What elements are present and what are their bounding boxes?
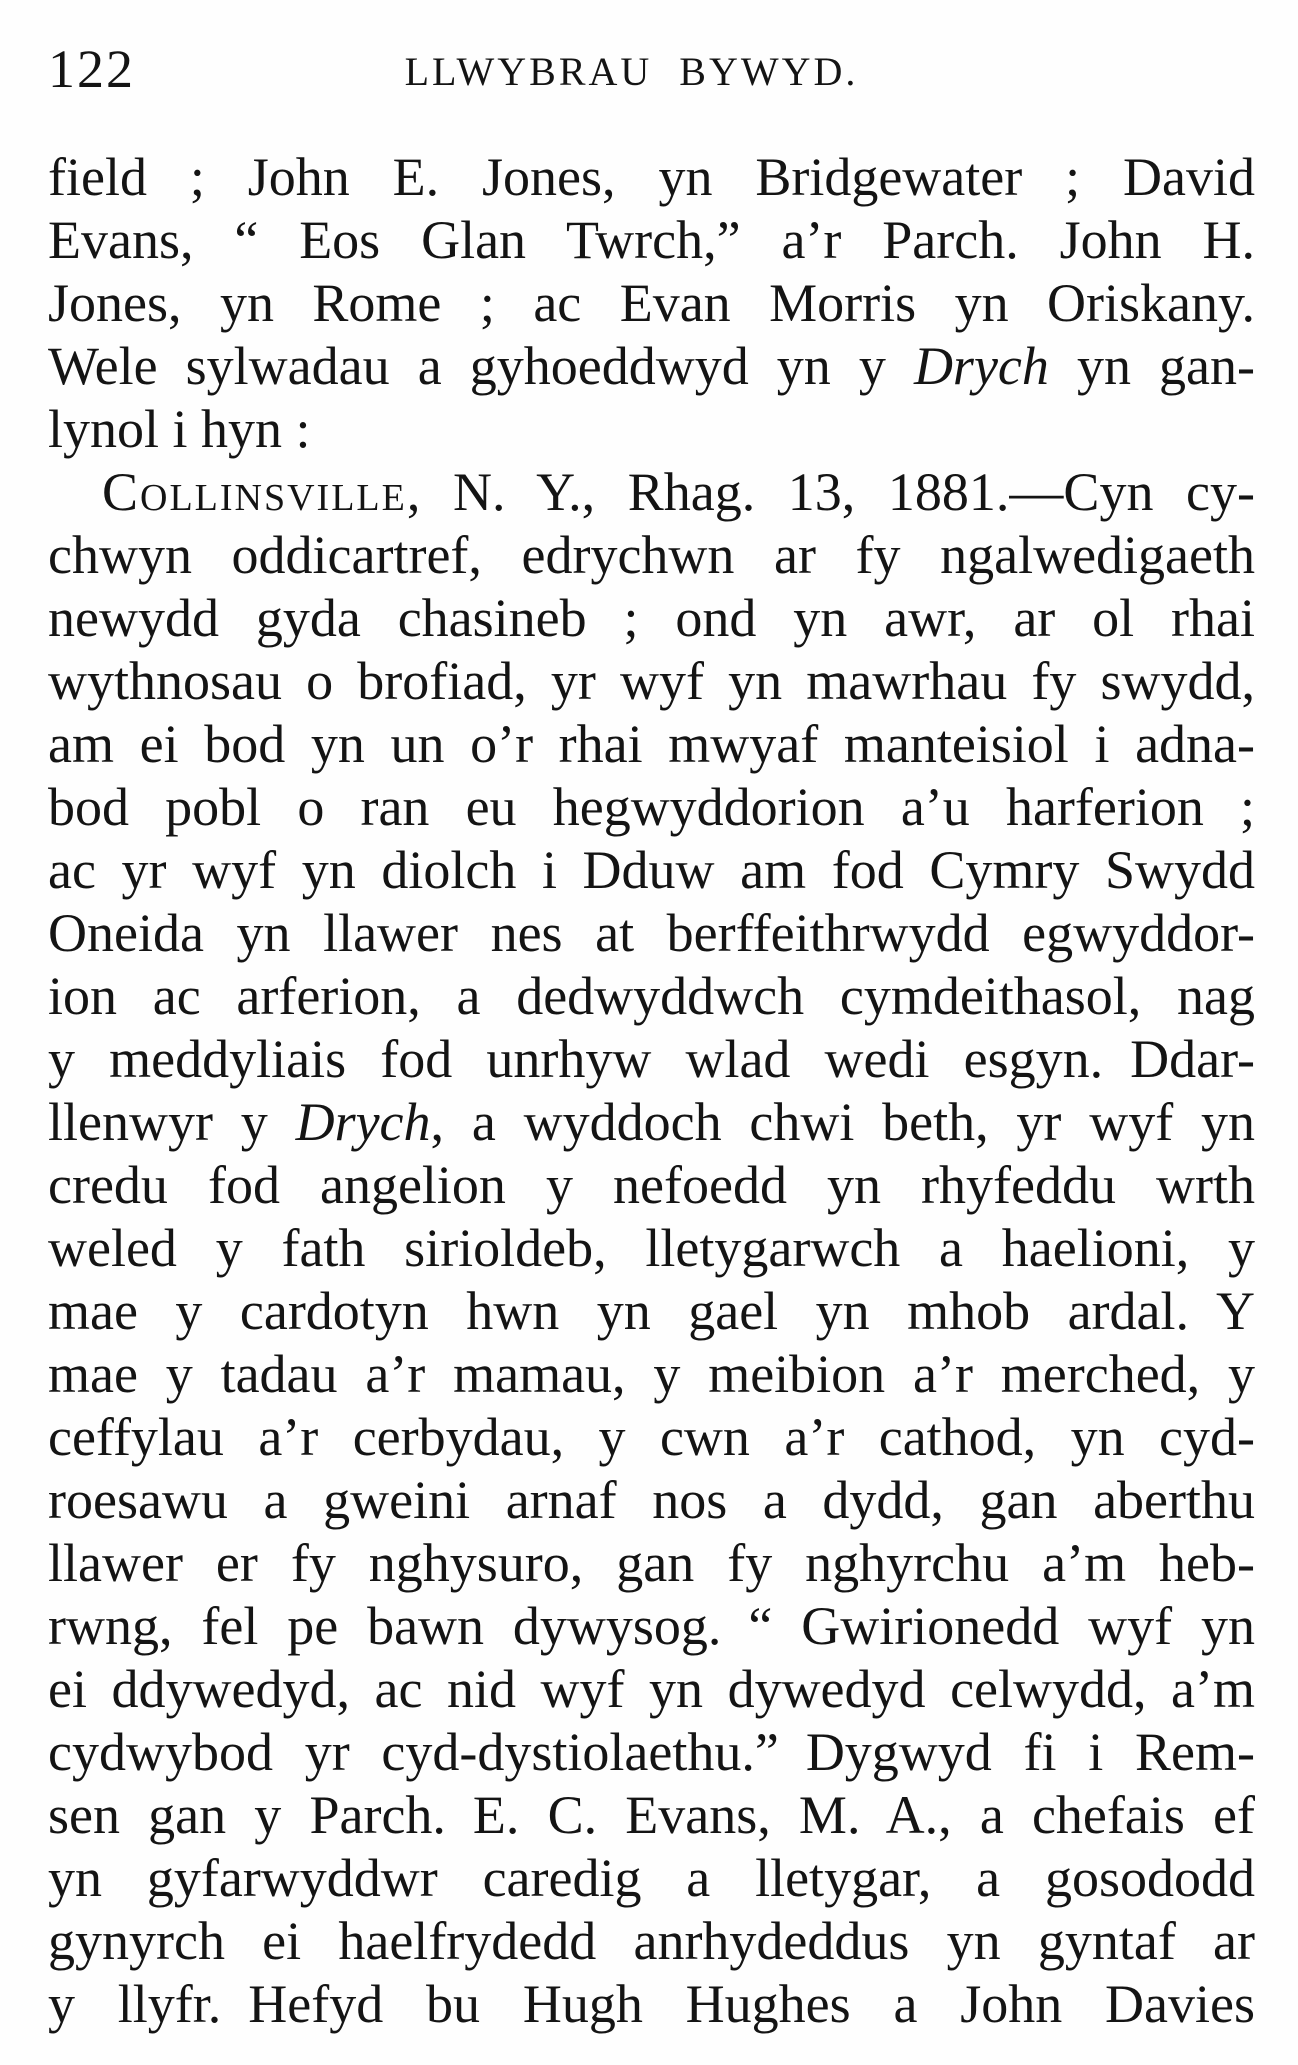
text-segment: llawer er fy nghysuro, gan fy nghyrchu a’m heb-: [48, 1533, 1255, 1593]
text-segment: chwyn oddicartref, edrychwn ar fy ngalwedigaeth: [48, 525, 1255, 585]
page-header: [48, 39, 1255, 102]
text-line: [48, 650, 1255, 713]
text-line: [48, 272, 1255, 335]
text-segment: rwng, fel pe bawn dywysog. “ Gwirionedd wyf yn: [48, 1596, 1255, 1656]
text-line: [48, 209, 1255, 272]
text-segment: y meddyliais fod unrhyw wlad wedi esgyn. Ddar-: [48, 1029, 1255, 1089]
text-line: [48, 1532, 1255, 1595]
text-line: [48, 1154, 1255, 1217]
text-segment: y llyfr. Hefyd bu Hugh Hughes a John Davies: [48, 1974, 1255, 2034]
text-line: [48, 587, 1255, 650]
text-line: [48, 398, 1255, 461]
text-line: [48, 713, 1255, 776]
text-line: [48, 1469, 1255, 1532]
text-line: [48, 335, 1255, 398]
text-segment: yn gan-: [1048, 336, 1255, 396]
text-line: [48, 902, 1255, 965]
text-line: [48, 839, 1255, 902]
text-line: [48, 461, 1255, 524]
text-line: [48, 965, 1255, 1028]
text-line: [48, 1406, 1255, 1469]
text-line: [48, 1091, 1255, 1154]
text-line: [48, 1028, 1255, 1091]
text-segment: Evans, “ Eos Glan Twrch,” a’r Parch. John H.: [48, 210, 1255, 270]
text-segment: Jones, yn Rome ; ac Evan Morris yn Oriskany.: [48, 273, 1255, 333]
text-line: [48, 776, 1255, 839]
text-segment: mae y cardotyn hwn yn gael yn mhob ardal. Y: [48, 1281, 1255, 1341]
page-number: 122: [48, 39, 135, 99]
text-segment: gynyrch ei haelfrydedd anrhydeddus yn gyntaf ar: [48, 1911, 1255, 1971]
text-segment: bod pobl o ran eu hegwyddorion a’u harferion ;: [48, 777, 1255, 837]
text-segment: , N. Y., Rhag. 13, 1881.—Cyn cy-: [406, 462, 1255, 522]
italic-text: Drych: [295, 1092, 431, 1152]
text-line: [48, 146, 1255, 209]
text-segment: weled y fath sirioldeb, lletygarwch a haelioni, y: [48, 1218, 1255, 1278]
text-line: [48, 1721, 1255, 1784]
text-segment: credu fod angelion y nefoedd yn rhyfeddu wrth: [48, 1155, 1255, 1215]
text-segment: field ; John E. Jones, yn Bridgewater ; David: [48, 147, 1255, 207]
text-segment: , a wyddoch chwi beth, yr wyf yn: [430, 1092, 1256, 1152]
body-text: [48, 146, 1255, 2036]
text-segment: wythnosau o brofiad, yr wyf yn mawrhau fy swydd,: [48, 651, 1255, 711]
text-line: [48, 1784, 1255, 1847]
text-line: [48, 1973, 1255, 2036]
smallcaps-text: Collinsville: [102, 462, 407, 522]
text-line: [48, 1595, 1255, 1658]
text-line: [48, 1280, 1255, 1343]
text-segment: Oneida yn llawer nes at berffeithrwydd egwyddor-: [48, 903, 1255, 963]
text-segment: mae y tadau a’r mamau, y meibion a’r merched, y: [48, 1344, 1255, 1404]
italic-text: Drych: [913, 336, 1049, 396]
text-segment: sen gan y Parch. E. C. Evans, M. A., a chefais ef: [48, 1785, 1255, 1845]
text-line: [48, 1217, 1255, 1280]
text-line: [48, 1847, 1255, 1910]
text-line: [48, 1343, 1255, 1406]
text-segment: ion ac arferion, a dedwyddwch cymdeithasol, nag: [48, 966, 1255, 1026]
text-segment: llenwyr y: [48, 1092, 296, 1152]
text-segment: lynol i hyn :: [48, 399, 311, 459]
text-segment: roesawu a gweini arnaf nos a dydd, gan aberthu: [48, 1470, 1255, 1530]
text-segment: yn gyfarwyddwr caredig a lletygar, a gosododd: [48, 1848, 1255, 1908]
text-line: [48, 1658, 1255, 1721]
text-segment: newydd gyda chasineb ; ond yn awr, ar ol rhai: [48, 588, 1255, 648]
text-segment: ei ddywedyd, ac nid wyf yn dywedyd celwydd, a’m: [48, 1659, 1255, 1719]
text-segment: am ei bod yn un o’r rhai mwyaf manteisiol i adna-: [48, 714, 1255, 774]
text-line: [48, 524, 1255, 587]
running-title: LLWYBRAU BYWYD.: [404, 49, 859, 94]
text-line: [48, 1910, 1255, 1973]
text-segment: Wele sylwadau a gyhoeddwyd yn y: [48, 336, 914, 396]
text-segment: ac yr wyf yn diolch i Dduw am fod Cymry Swydd: [48, 840, 1255, 900]
text-segment: ceffylau a’r cerbydau, y cwn a’r cathod, yn cyd-: [48, 1407, 1255, 1467]
text-segment: cydwybod yr cyd-dystiolaethu.” Dygwyd fi i Rem-: [48, 1722, 1255, 1782]
